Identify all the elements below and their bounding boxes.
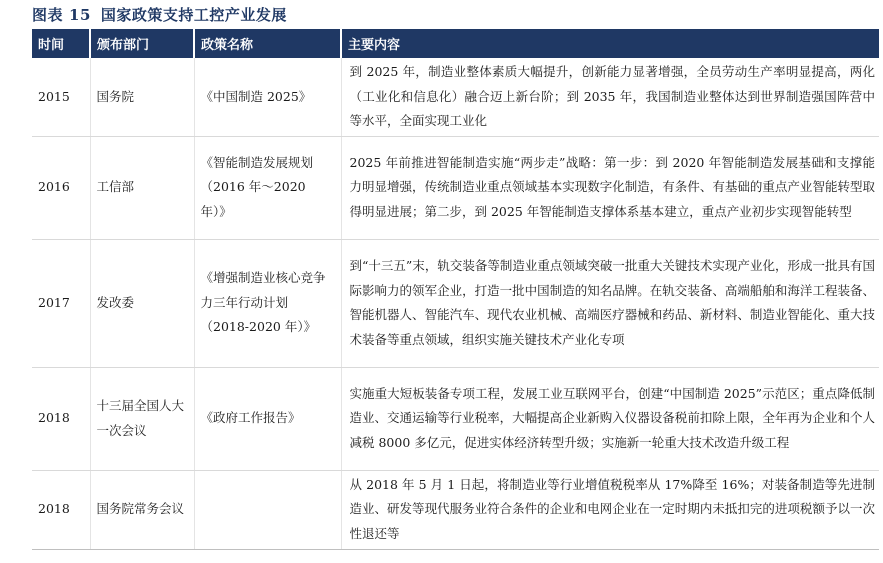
- header-content: 主要内容: [341, 29, 879, 58]
- cell-policy-name: [194, 470, 341, 549]
- figure-title-text: 国家政策支持工控产业发展: [100, 6, 287, 24]
- table-header-row: [32, 29, 879, 58]
- table-row: [32, 239, 879, 367]
- header-year: 时间: [32, 29, 90, 58]
- cell-policy-name: 《中国制造 2025》: [194, 58, 341, 136]
- cell-dept: 十三届全国人大一次会议: [90, 367, 194, 470]
- cell-policy-name: 《智能制造发展规划（2016 年～2020 年）》: [194, 136, 341, 239]
- policy-table: [32, 29, 879, 550]
- table-row: [32, 136, 879, 239]
- cell-dept: 国务院: [90, 58, 194, 136]
- cell-dept: 工信部: [90, 136, 194, 239]
- cell-policy-name: 《增强制造业核心竞争力三年行动计划（2018-2020 年）》: [194, 239, 341, 367]
- cell-year: 2017: [32, 239, 90, 367]
- cell-content: 从 2018 年 5 月 1 日起，将制造业等行业增值税税率从 17%降至 16%；对装备制造等先进制造业、研发等现代服务业符合条件的企业和电网企业在一定时期内未抵扣完的进项税额予以一次性退还等: [341, 470, 879, 549]
- header-policy-name: 政策名称: [194, 29, 341, 58]
- cell-content: 到“十三五”末，轨交装备等制造业重点领域突破一批重大关键技术实现产业化，形成一批具有国际影响力的领军企业，打造一批中国制造的知名品牌。在轨交装备、高端船舶和海洋工程装备、智能机器人、智能汽车、现代农业机械、高端医疗器械和药品、新材料、制造业智能化、重大技术装备等重点领域，组织实施关键技术产业化专项: [341, 239, 879, 367]
- cell-year: 2015: [32, 58, 90, 136]
- cell-content: 到 2025 年，制造业整体素质大幅提升，创新能力显著增强，全员劳动生产率明显提高，两化（工业化和信息化）融合迈上新台阶；到 2035 年，我国制造业整体达到世界制造强国阵营中等水平，全面实现工业化: [341, 58, 879, 136]
- cell-content: 2025 年前推进智能制造实施“两步走”战略：第一步：到 2020 年智能制造发展基础和支撑能力明显增强，传统制造业重点领域基本实现数字化制造，有条件、有基础的重点产业智能转型取得明显进展；第二步，到 2025 年智能制造支撑体系基本建立，重点产业初步实现智能转型: [341, 136, 879, 239]
- table-row: [32, 470, 879, 549]
- figure-label: 图表: [32, 6, 64, 24]
- cell-year: 2018: [32, 470, 90, 549]
- figure-number: 15: [69, 6, 91, 24]
- cell-dept: 国务院常务会议: [90, 470, 194, 549]
- figure-title: [32, 4, 287, 25]
- cell-year: 2018: [32, 367, 90, 470]
- cell-dept: 发改委: [90, 239, 194, 367]
- table-row: [32, 58, 879, 136]
- cell-year: 2016: [32, 136, 90, 239]
- table-row: [32, 367, 879, 470]
- header-dept: 颁布部门: [90, 29, 194, 58]
- cell-content: 实施重大短板装备专项工程，发展工业互联网平台，创建“中国制造 2025”示范区；重点降低制造业、交通运输等行业税率，大幅提高企业新购入仪器设备税前扣除上限，全年再为企业和个人减税 8000 多亿元，促进实体经济转型升级；实施新一轮重大技术改造升级工程: [341, 367, 879, 470]
- cell-policy-name: 《政府工作报告》: [194, 367, 341, 470]
